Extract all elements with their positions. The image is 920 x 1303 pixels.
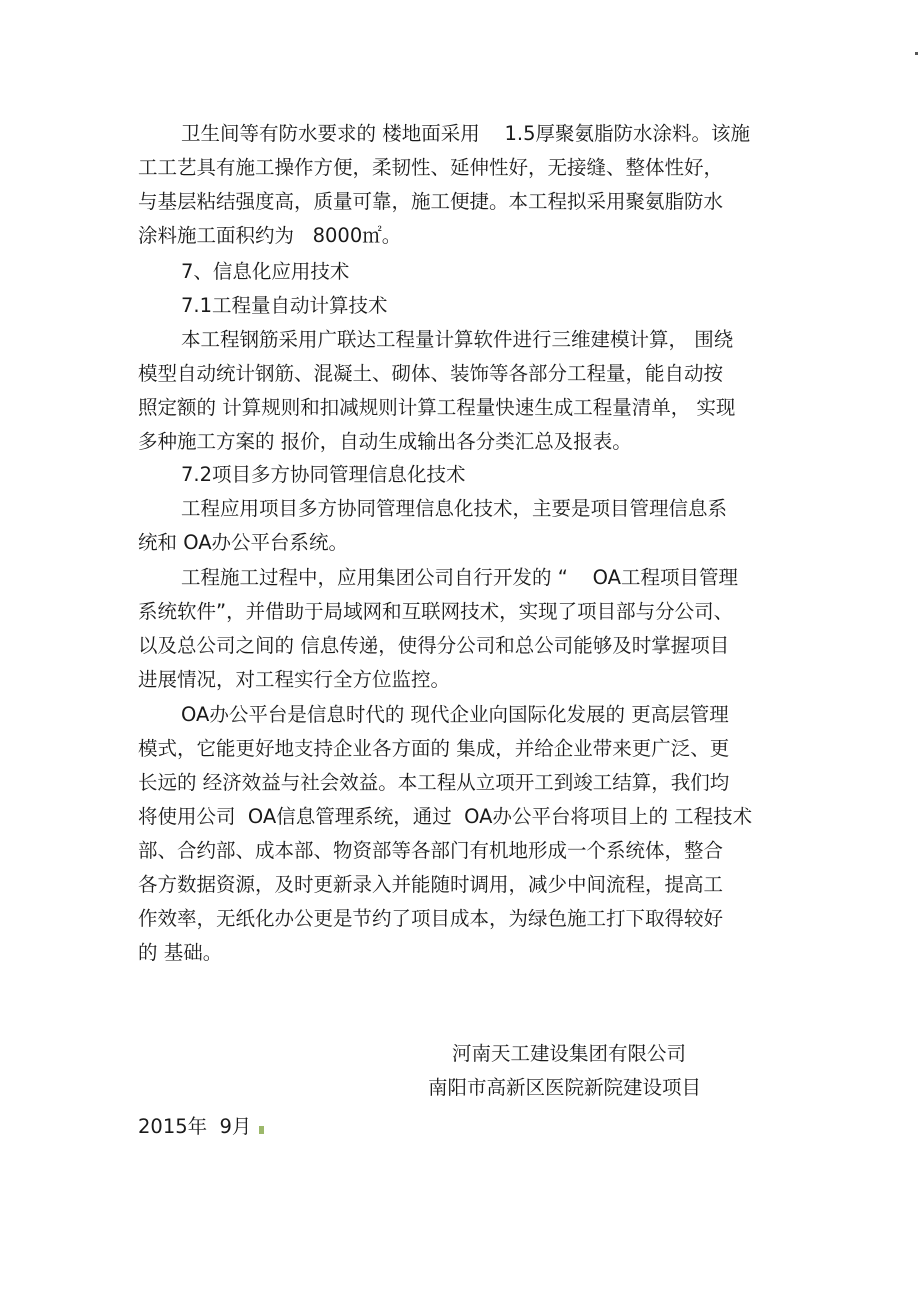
date-text: 2015年 9月 [138,1115,252,1138]
text-line: 工程施工过程中，应用集团公司自行开发的 “ OA工程项目管理 [181,566,738,589]
text-line: 与基层粘结强度高，质量可靠，施工便捷。本工程拟采用聚氨脂防水 [138,190,724,213]
text-line: 工工艺具有施工操作方便，柔韧性、延伸性好，无接缝、整体性好， [138,156,724,179]
text-line: 模型自动统计钢筋、混凝土、砌体、装饰等各部分工程量，能自动按 [138,362,724,385]
text-line: 部、合约部、成本部、物资部等各部门有机地形成一个系统体，整合 [138,839,724,862]
text-line: 各方数据资源，及时更新录入并能随时调用，减少中间流程，提高工 [138,873,724,896]
text-line: 以及总公司之间的 信息传递，使得分公司和总公司能够及时掌握项目 [138,634,730,657]
text-line: 作效率，无纸化办公更是节约了项目成本，为绿色施工打下取得较好 [138,907,724,930]
text-line: 系统软件”，并借助于局域网和互联网技术，实现了项目部与分公司、 [138,600,734,623]
corner-mark [915,52,918,55]
signature-company: 河南天工建设集团有限公司 [452,1042,687,1065]
green-mark [259,1126,264,1134]
text-line: 本工程钢筋采用广联达工程量计算软件进行三维建模计算， 围绕 [181,328,734,351]
text-line: 涂料施工面积约为 8000㎡。 [138,224,402,247]
subsection-heading: 7.1工程量自动计算技术 [181,294,388,317]
text-line: 模式，它能更好地支持企业各方面的 集成，并给企业带来更广泛、更 [138,737,730,760]
text-line: 多种施工方案的 报价，自动生成输出各分类汇总及报表。 [138,430,632,453]
text-line: 卫生间等有防水要求的 楼地面采用 1.5厚聚氨脂防水涂料。该施 [181,122,751,145]
subsection-heading: 7.2项目多方协同管理信息化技术 [181,463,466,486]
section-heading: 7、信息化应用技术 [181,260,350,283]
text-line: 照定额的 计算规则和扣减规则计算工程量快速生成工程量清单， 实现 [138,396,736,419]
text-line: 的 基础。 [138,941,223,964]
text-line: 将使用公司 OA信息管理系统，通过 OA办公平台将项目上的 工程技术 [138,805,753,828]
text-line: 工程应用项目多方协同管理信息化技术，主要是项目管理信息系 [181,497,728,520]
signature-date [138,1115,264,1139]
signature-project: 南阳市高新区医院新院建设项目 [428,1076,702,1099]
text-line: 统和 OA办公平台系统。 [138,531,349,554]
text-line: 进展情况，对工程实行全方位监控。 [138,668,451,691]
text-line: OA办公平台是信息时代的 现代企业向国际化发展的 更高层管理 [181,703,729,726]
text-line: 长远的 经济效益与社会效益。本工程从立项开工到竣工结算，我们均 [138,771,730,794]
